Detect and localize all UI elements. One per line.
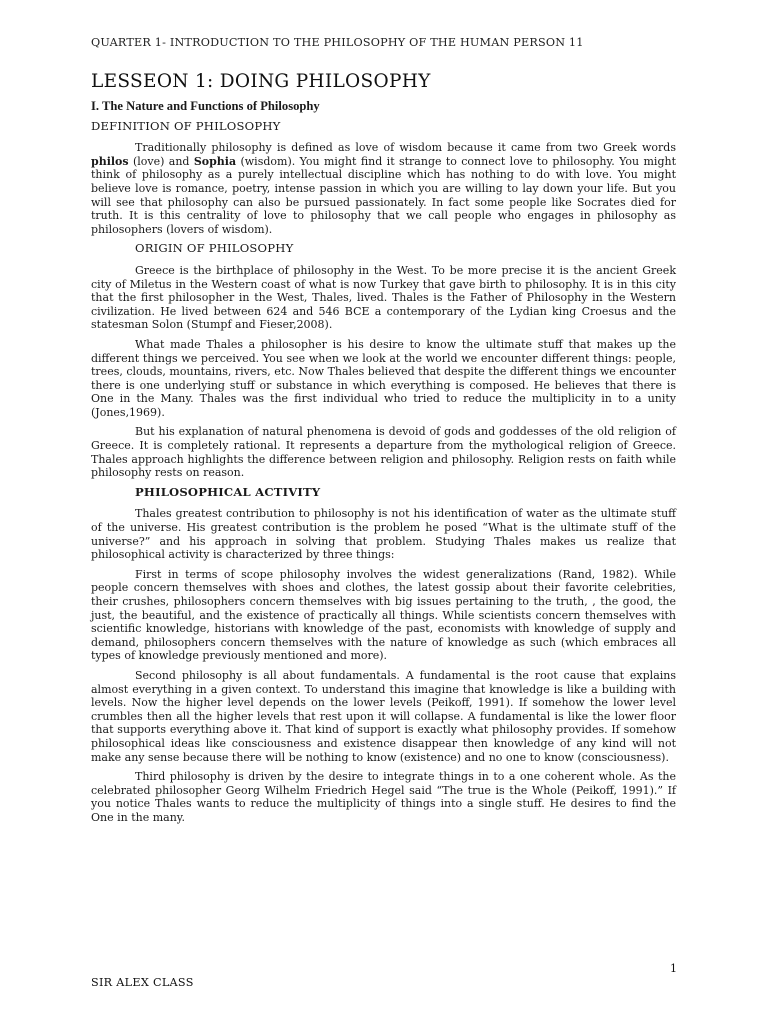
- definition-heading: DEFINITION OF PHILOSOPHY: [91, 118, 281, 133]
- term-philos: philos: [91, 154, 129, 168]
- page-header: QUARTER 1- INTRODUCTION TO THE PHILOSOPHY OF THE HUMAN PERSON 11: [91, 36, 584, 49]
- activity-paragraph: Third philosophy is driven by the desire to integrate things in to a one coherent whole. As the celebrated philosopher Georg Wilhelm Friedrich Hegel said “The true is the Whole (Peikoff, 1991).” If you notice Thales wants to reduce the multiplicity of things into a single stuff. He desires to find the One in the many.: [91, 770, 676, 824]
- activity-paragraph: First in terms of scope philosophy involves the widest generalizations (Rand, 1982). While people concern themselves with shoes and clothes, the latest gossip about their favorite celebrities, their crushes, philosophers concern themselves with big issues pertaining to the truth, , the good, the just, the beautiful, and the existence of practically all things. While scientists concern themselves with scientific knowledge, historians with knowledge of the past, economists with knowledge of supply and demand, philosophers concern themselves with the nature of knowledge as such (which embraces all types of knowledge previously mentioned and more).: [91, 567, 676, 663]
- activity-paragraph: Second philosophy is all about fundamentals. A fundamental is the root cause that explains almost everything in a given context. To understand this imagine that knowledge is like a building with levels. Now the higher level depends on the lower levels (Peikoff, 1991). If somehow the lower level crumbles then all the higher levels that rest upon it will collapse. A fundamental is like the lower floor that supports everything above it. That kind of support is exactly what philosophy provides. If somehow philosophical ideas like consciousness and existence disappear then knowledge of any kind will not make any sense because there will be nothing to know (existence) and no one to know (consciousness).: [91, 668, 676, 764]
- origin-heading: ORIGIN OF PHILOSOPHY: [135, 241, 294, 256]
- activity-paragraph: Thales greatest contribution to philosophy is not his identification of water as the ultimate stuff of the universe. His greatest contribution is the problem he posed “What is the ultimate stuff of the universe?” and his approach in solving that problem. Studying Thales makes us realize that philosophical activity is characterized by three things:: [91, 507, 676, 562]
- origin-paragraph: What made Thales a philosopher is his desire to know the ultimate stuff that makes up the different things we perceived. You see when we look at the world we encounter different things: people, trees, clouds, mountains, rivers, etc. Now Thales believed that despite the different things we encounter there is one underlying stuff or substance in which everything is composed. He believes that there is One in the Many. Thales was the first individual who tried to reduce the multiplicity in to a unity (Jones,1969).: [91, 337, 676, 419]
- activity-heading: PHILOSOPHICAL ACTIVITY: [135, 484, 321, 499]
- page-number: 1: [670, 962, 677, 975]
- page-body: [91, 100, 676, 831]
- origin-paragraph: Greece is the birthplace of philosophy in the West. To be more precise it is the ancient Greek city of Miletus in the Western coast of what is now Turkey that gave birth to philosophy. It is in this city that the first philosopher in the West, Thales, lived. Thales is the Father of Philosophy in the Western civilization. He lived between 624 and 546 BCE a contemporary of the Lydian king Croesus and the statesman Solon (Stumpf and Fieser,2008).: [91, 263, 676, 332]
- lesson-title: LESSEON 1: DOING PHILOSOPHY: [91, 71, 431, 92]
- section-title: I. The Nature and Functions of Philosophy: [91, 99, 320, 113]
- page-footer: SIR ALEX CLASS: [91, 976, 194, 989]
- origin-paragraph: But his explanation of natural phenomena is devoid of gods and goddesses of the old religion of Greece. It is completely rational. It represents a departure from the mythological religion of Greece. Thales approach highlights the difference between religion and philosophy. Religion rests on faith while philosophy rests on reason.: [91, 425, 676, 480]
- term-sophia: Sophia: [193, 154, 237, 168]
- definition-paragraph: Traditionally philosophy is defined as love of wisdom because it came from two Greek words philos (love) and Sophia (wisdom). You might find it strange to connect love to philosophy. You might think of philosophy as a purely intellectual discipline which has nothing to do with love. You might believe love is romance, poetry, intense passion in which you are willing to lay down your life. But you will see that philosophy can also be pursued passionately. In fact some people like Socrates died for truth. It is this centrality of love to philosophy that we call people who engages in philosophy as philosophers (lovers of wisdom).: [91, 141, 676, 236]
